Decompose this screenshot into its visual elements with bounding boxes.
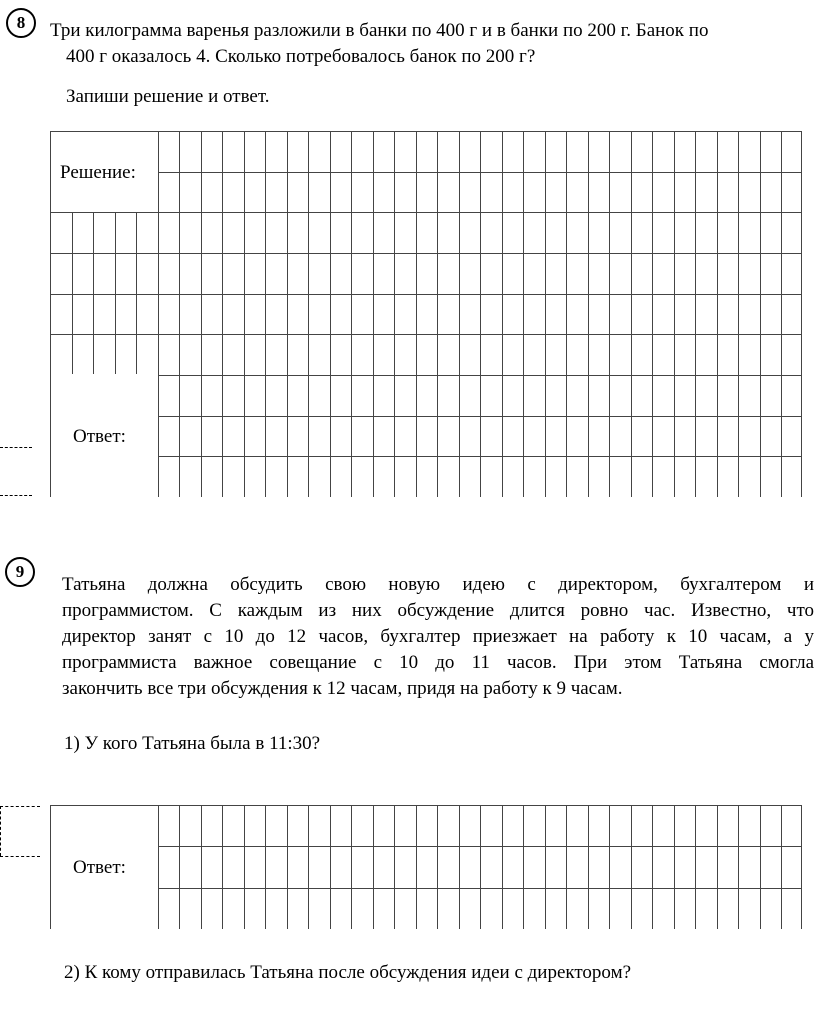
task-8-number-badge: [6, 8, 36, 38]
task-9-answer-label: Ответ:: [73, 857, 126, 878]
task-9-question-2: 2) К кому отправилась Татьяна после обсуждения идеи с директором?: [64, 962, 632, 983]
task-9-line-1: Татьяна должна обсудить свою новую идею с директором, бухгалтером и: [62, 574, 814, 595]
task-8-statement: [50, 18, 816, 70]
task-9-line-2: программистом. С каждым из них обсуждение длится ровно час. Известно, что: [62, 600, 814, 621]
task-8-instruction: Запиши решение и ответ.: [66, 86, 270, 107]
task-9-grid-lines: [50, 805, 802, 929]
task-9-answer-grid[interactable]: [50, 805, 802, 929]
margin-dash: [0, 447, 32, 448]
margin-dash: [0, 806, 1, 856]
task-8-answer-grid[interactable]: [50, 131, 802, 497]
task-8-line-2: 400 г оказалось 4. Сколько потребовалось банок по 200 г?: [66, 46, 536, 67]
task-8-grid-lines: [50, 131, 802, 497]
margin-dash: [0, 856, 40, 857]
task-9-number-badge: [5, 557, 35, 587]
task-9-statement: [62, 572, 814, 702]
task-9-question-1: 1) У кого Татьяна была в 11:30?: [64, 733, 321, 754]
margin-dash: [0, 806, 40, 807]
margin-dash: [0, 495, 32, 496]
task-9-number: 9: [15, 562, 25, 581]
task-8-number: 8: [16, 13, 26, 32]
task-8-line-1: Три килограмма варенья разложили в банки по 400 г и в банки по 200 г. Банок по: [50, 20, 709, 41]
task-8-answer-label: Ответ:: [73, 426, 126, 447]
task-9-line-4: программиста важное совещание с 10 до 11 часов. При этом Татьяна смогла: [62, 652, 814, 673]
task-9-line-3: директор занят с 10 до 12 часов, бухгалтер приезжает на работу к 10 часам, а у: [62, 626, 814, 647]
task-8-solution-label: Решение:: [60, 162, 136, 183]
task-9-line-5: закончить все три обсуждения к 12 часам, придя на работу к 9 часам.: [62, 678, 623, 699]
